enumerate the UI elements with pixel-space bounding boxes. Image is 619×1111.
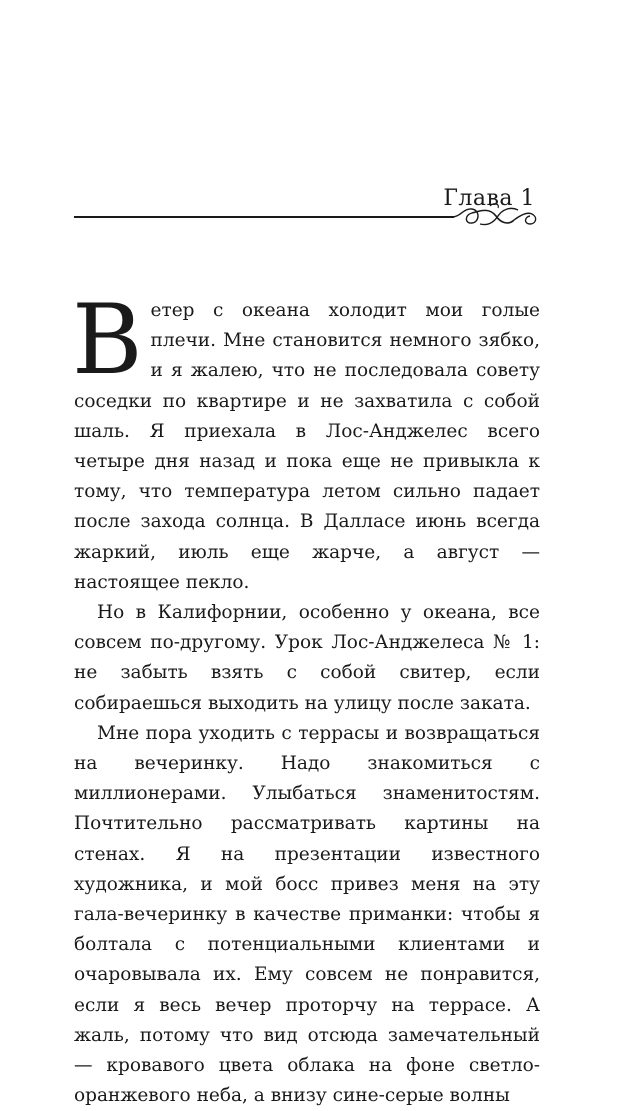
chapter-divider-line bbox=[74, 216, 454, 218]
chapter-title: Глава 1 bbox=[443, 186, 535, 211]
paragraph-2: Но в Калифорнии, особенно у океана, все совсем по-другому. Урок Лос-Анджелеса № 1: не забыть взять с собой свитер, если собираешься выходить на улицу после заката. bbox=[74, 602, 540, 714]
drop-cap: В bbox=[72, 284, 143, 396]
paragraph-3: Мне пора уходить с террасы и возвращаться на вечеринку. Надо знакомиться с миллионерами. Улыбаться знаменитостям. Почтительно рассматривать картины на стенах. Я на презентации известного художника, и мой босс привез меня на эту гала-вечеринку в качестве приманки: чтобы я болтала с потенциальными клиентами и очаровывала их. Ему совсем не понравится, если я весь вечер проторчу на террасе. А жаль, потому что вид отсюда замечательный — кровавого цвета облака на фоне светло-оранжевого неба, а внизу сине-серые волны bbox=[74, 722, 540, 1107]
paragraph-1-text: етер с океана холодит мои голые плечи. Мне становится немного зябко, и я жалею, что не последовала совету соседки по квартире и не захватила с собой шаль. Я приехала в Лос-Анджелес всего четыре дня назад и пока еще не привыкла к тому, что температура летом сильно падает после захода солнца. В Далласе июнь всегда жаркий, июль еще жарче, а август — настоящее пекло. bbox=[74, 300, 540, 593]
paragraph-1 bbox=[72, 284, 540, 598]
chapter-text bbox=[72, 284, 540, 1111]
chapter-header bbox=[0, 180, 619, 240]
flourish-ornament-icon bbox=[450, 200, 540, 232]
